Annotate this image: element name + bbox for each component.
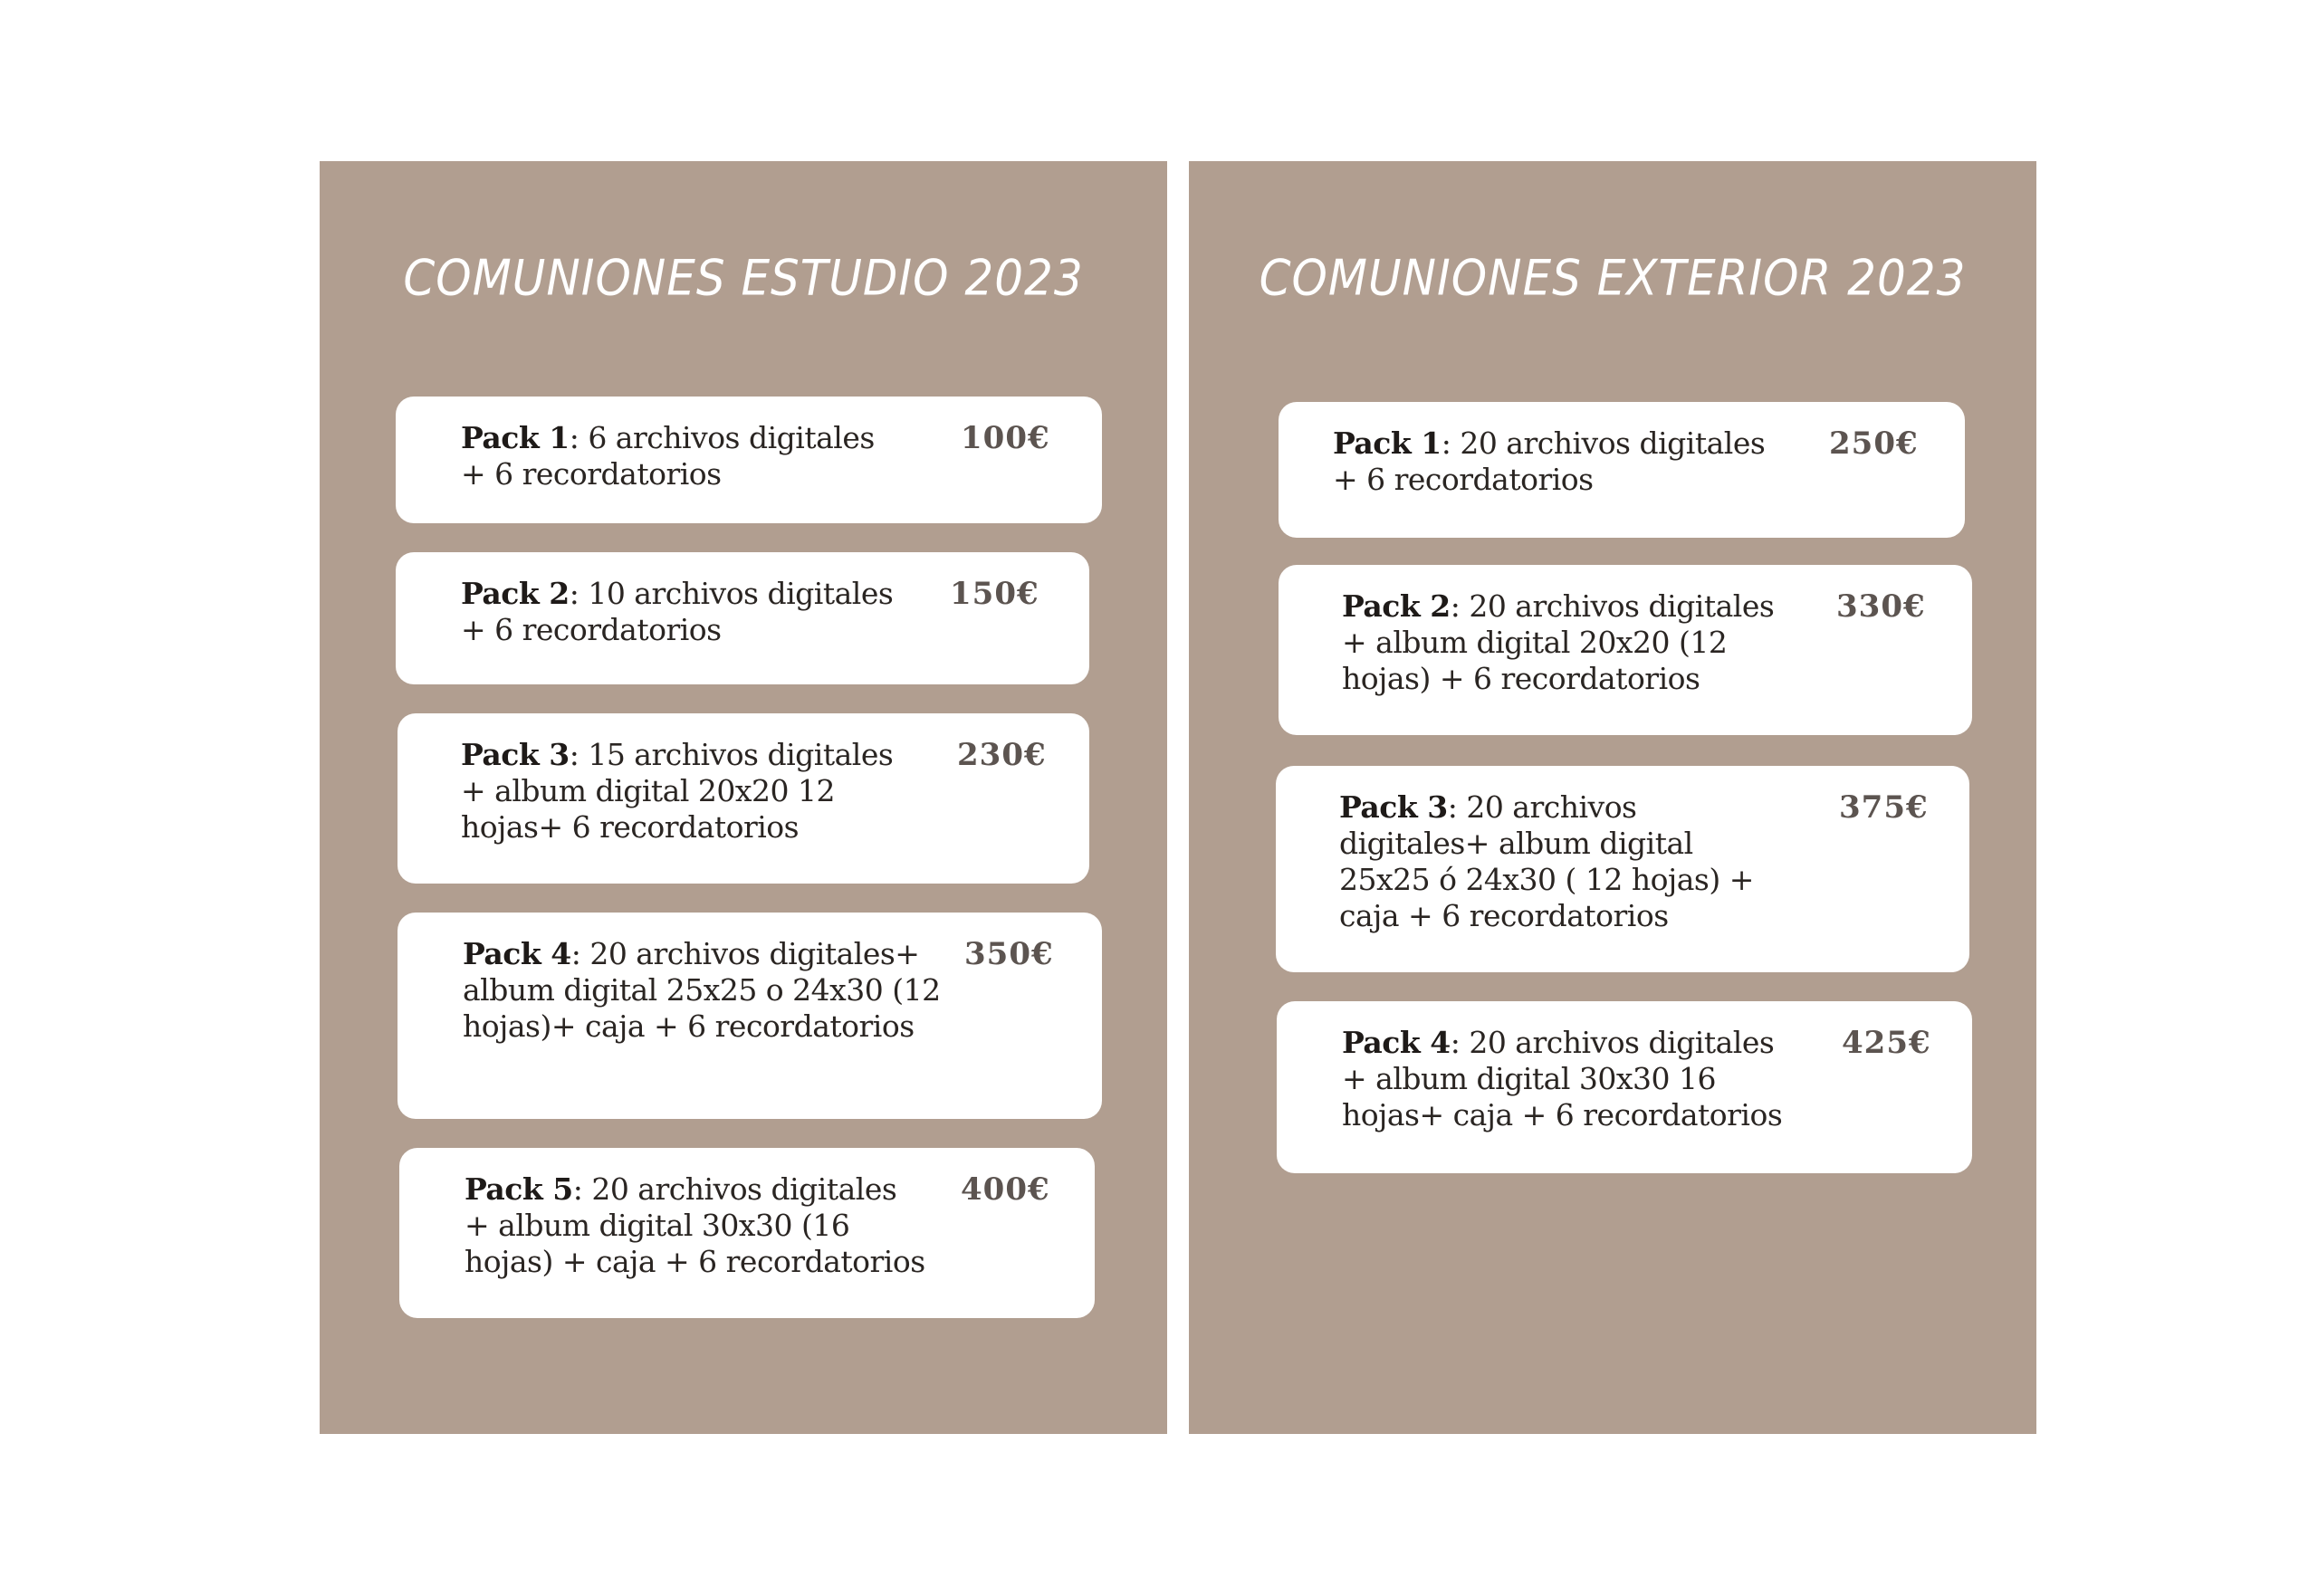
pack-details: : 20 archivos digitales + album digital 30x30 (16 hojas) + caja + 6 recordatorios (465, 1171, 925, 1279)
pack-description (463, 936, 943, 1045)
pack-label: Pack 5 (465, 1171, 573, 1207)
estudio-pack-4-card (398, 913, 1102, 1119)
exterior-pack-2-card (1279, 565, 1972, 735)
exterior-title: COMUNIONES EXTERIOR 2023 (1259, 249, 1967, 307)
exterior-pack-1-card (1279, 402, 1965, 538)
pack-price: 400€ (961, 1171, 1050, 1208)
pack-price: 350€ (964, 936, 1054, 972)
pack-label: Pack 2 (461, 576, 570, 611)
estudio-pack-2-card (396, 552, 1089, 684)
pack-description (1342, 588, 1795, 697)
pack-description (461, 576, 914, 648)
exterior-pack-4-card (1277, 1001, 1972, 1173)
pack-price: 330€ (1836, 588, 1926, 625)
pack-details: : 10 archivos digitales + 6 recordatorios (461, 576, 894, 647)
pack-details: : 20 archivos digitales+ album digital 25x25 ó 24x30 ( 12 hojas) + caja + 6 recordatorios (1339, 789, 1754, 933)
exterior-panel (1189, 161, 2036, 1434)
pack-price: 250€ (1829, 425, 1919, 462)
estudio-pack-1-card (396, 397, 1102, 523)
pack-price: 230€ (957, 737, 1047, 773)
pack-price: 150€ (950, 576, 1039, 612)
pack-details: : 6 archivos digitales + 6 recordatorios (461, 420, 875, 492)
pack-label: Pack 2 (1342, 588, 1451, 624)
pack-description (461, 737, 914, 846)
pack-label: Pack 4 (1342, 1025, 1451, 1060)
pack-description (1339, 789, 1756, 934)
pack-description (461, 420, 886, 492)
pack-details: : 20 archivos digitales + album digital 30x30 16 hojas+ caja + 6 recordatorios (1342, 1025, 1783, 1132)
pack-label: Pack 1 (1333, 425, 1442, 461)
pack-details: : 20 archivos digitales + 6 recordatorios (1333, 425, 1766, 497)
pack-details: : 20 archivos digitales + album digital 20x20 (12 hojas) + 6 recordatorios (1342, 588, 1775, 696)
estudio-title: COMUNIONES ESTUDIO 2023 (403, 249, 1084, 307)
pack-details: : 15 archivos digitales + album digital 20x20 12 hojas+ 6 recordatorios (461, 737, 894, 845)
pack-description (465, 1171, 926, 1280)
pack-price: 375€ (1839, 789, 1929, 826)
pack-price: 425€ (1842, 1025, 1931, 1061)
pack-details: : 20 archivos digitales+ album digital 25x25 o 24x30 (12 hojas)+ caja + 6 recordatorios (463, 936, 941, 1044)
pack-label: Pack 3 (1339, 789, 1448, 825)
pack-label: Pack 1 (461, 420, 570, 455)
pack-label: Pack 3 (461, 737, 570, 772)
estudio-pack-5-card (399, 1148, 1095, 1318)
exterior-pack-3-card (1276, 766, 1969, 972)
estudio-pack-3-card (398, 713, 1089, 884)
pack-price: 100€ (961, 420, 1050, 456)
pack-description (1333, 425, 1786, 498)
pack-description (1342, 1025, 1795, 1133)
estudio-panel (320, 161, 1167, 1434)
pack-label: Pack 4 (463, 936, 571, 971)
